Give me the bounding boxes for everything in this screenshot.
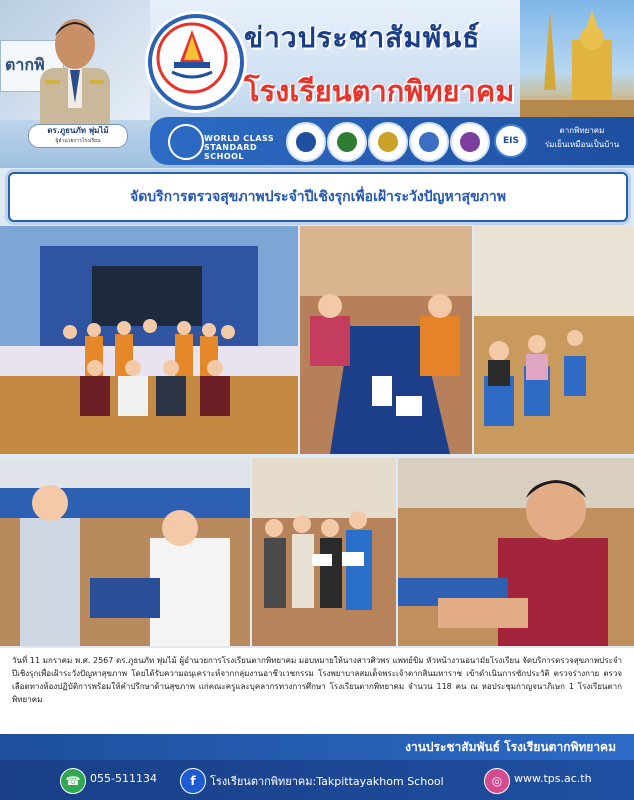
school-motto <box>530 124 634 152</box>
station-photo-image <box>0 458 250 646</box>
seal-3-icon <box>368 122 408 162</box>
seal-5-icon <box>450 122 490 162</box>
article-paragraph: วันที่ 11 มกราคม พ.ศ. 2567 ดร.ภูธนภัท พุ่มไม้ ผู้อำนวยการโรงเรียนตากพิทยาคม มอบหมายให้นางสาวศิวพร แพทย์ขิม หัวหน้างานอนามัยโรงเรียน จัดบริการตรวจสุขภาพประจำปีเชิงรุกเพื่อเฝ้าระวังปัญหาสุขภาพ โดยได้รับความอนุเคราะห์จากกลุ่มงานอาชีวเวชกรรม โรงพยาบาลสมเด็จพระเจ้าตากสินมหาราช เข้าดำเนินการซักประวัติ ตรวจร่างกาย ตรวจเลือดทางห้องปฏิบัติการพร้อมให้คำปรึกษาด้านสุขภาพ แก่คณะครูและบุคลากรทางการศึกษา โรงเรียนตากพิทยาคม จำนวน 118 คน ณ หอประชุมกาญจนาภิเษก 1 โรงเรียนตากพิทยาคม <box>12 656 622 704</box>
footer-facebook[interactable]: โรงเรียนตากพิทยาคม:Takpittayakhom School <box>210 775 444 788</box>
photo-blood-test-station <box>0 458 250 646</box>
photo-collage <box>0 226 634 646</box>
seal-4-icon <box>409 122 449 162</box>
footer-department-bar <box>0 734 634 760</box>
school-sign-text: ตากพิ <box>5 55 45 74</box>
photo-hall-seated <box>474 226 634 454</box>
tables-photo-image <box>300 226 472 454</box>
papers-photo-image <box>252 458 396 646</box>
temple-photo <box>520 0 634 120</box>
footer-website[interactable]: www.tps.ac.th <box>514 772 592 785</box>
group-photo-image <box>0 226 298 454</box>
footer-phone[interactable]: 055-511134 <box>90 772 157 785</box>
director-portrait <box>30 8 120 136</box>
footer-contacts <box>0 760 634 800</box>
world-class-label: WORLD CLASS STANDARD SCHOOL <box>204 134 275 161</box>
article-body <box>0 648 634 734</box>
globe-icon <box>168 124 204 160</box>
photo-teachers-holding-papers <box>252 458 396 646</box>
director-name-plate <box>28 124 128 148</box>
motto-line1: ตากพิทยาคม <box>559 126 605 135</box>
seal-2-icon <box>327 122 367 162</box>
closeup-photo-image <box>398 458 634 646</box>
seal-1-icon <box>286 122 326 162</box>
headline-box <box>8 172 628 222</box>
director-name: ดร.ภูธนภัท พุ่มไม้ <box>47 126 109 135</box>
temple-icon <box>520 0 634 120</box>
header-banner <box>0 0 634 168</box>
header-title-line1: ข่าวประชาสัมพันธ์ <box>244 21 481 54</box>
header-title-line2: โรงเรียนตากพิทยาคม <box>244 74 515 108</box>
photo-group-stage <box>0 226 298 454</box>
school-logo <box>148 14 244 110</box>
phone-icon: ☎ <box>60 768 86 794</box>
school-emblem-icon <box>152 18 232 98</box>
eis-badge: EIS <box>494 124 528 158</box>
world-class-badge <box>168 124 278 161</box>
director-position: ผู้อำนวยการโรงเรียน <box>55 138 101 144</box>
photo-blood-draw-closeup <box>398 458 634 646</box>
hall-photo-image <box>474 226 634 454</box>
footer-department: งานประชาสัมพันธ์ โรงเรียนตากพิทยาคม <box>405 740 616 754</box>
motto-line2: ร่มเย็นเหมือนเป็นบ้าน <box>544 140 620 149</box>
headline-text: จัดบริการตรวจสุขภาพประจำปีเชิงรุกเพื่อเฝ้าระวังปัญหาสุขภาพ <box>129 189 506 205</box>
globe-icon: ◎ <box>484 768 510 794</box>
facebook-icon: f <box>180 768 206 794</box>
photo-registration-tables <box>300 226 472 454</box>
